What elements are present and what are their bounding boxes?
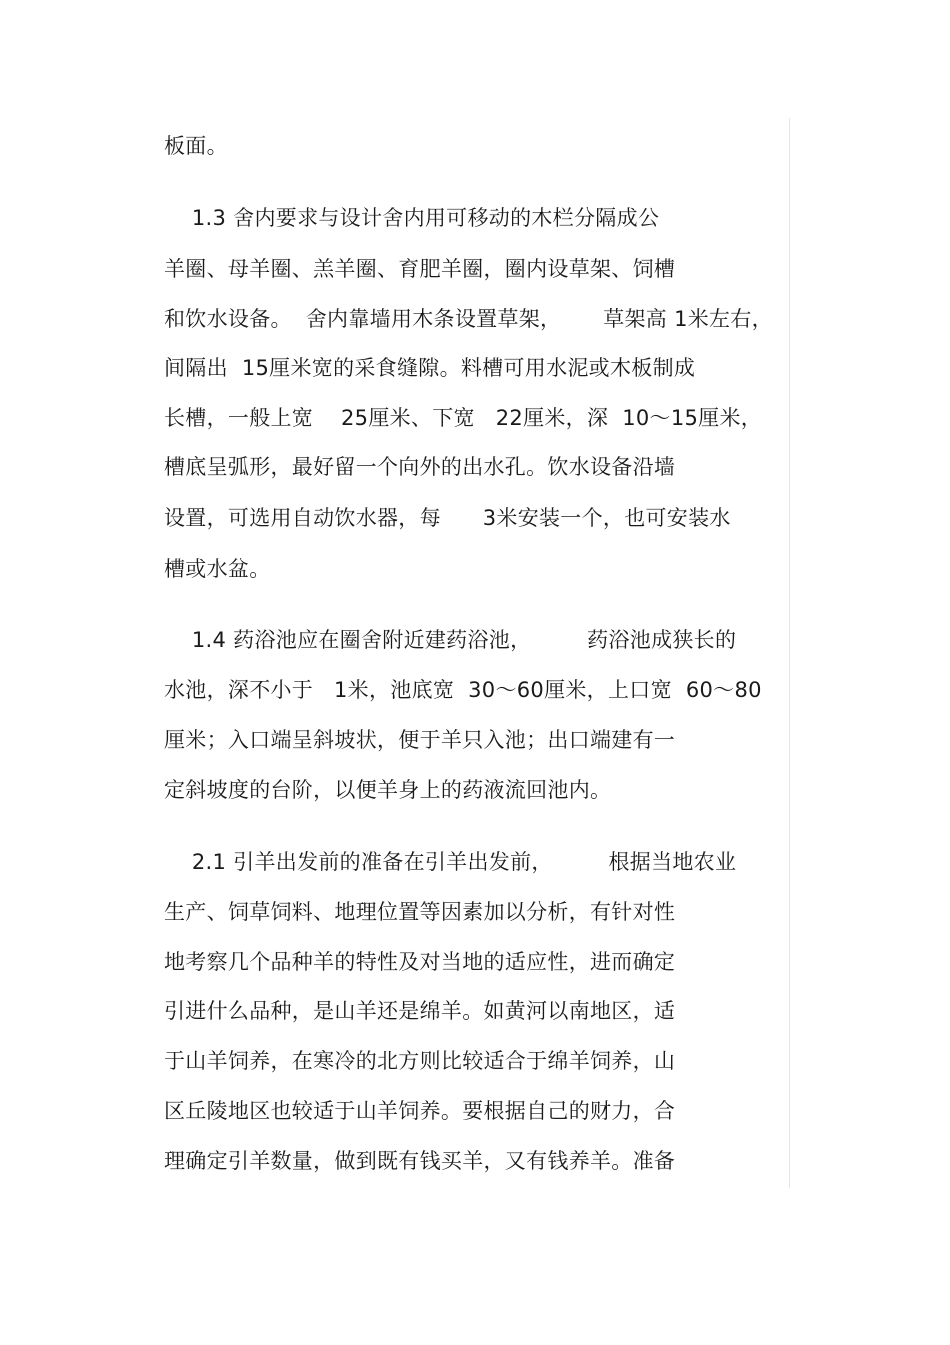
text-line: 2.1 引羊出发前的准备在引羊出发前， 根据当地农业	[164, 850, 737, 874]
text-line: 1.4 药浴池应在圈舍附近建药浴池， 药浴池成狭长的	[164, 628, 737, 652]
text-line: 水池，深不小于 1米，池底宽 30～60厘米，上口宽 60～80	[164, 678, 762, 702]
text-line: 厘米；入口端呈斜坡状，便于羊只入池；出口端建有一	[164, 728, 676, 752]
text-line: 长槽，一般上宽 25厘米、下宽 22厘米，深 10～15厘米，	[164, 406, 763, 430]
text-line: 槽或水盆。	[164, 557, 271, 581]
text-line: 设置，可选用自动饮水器，每 3米安装一个，也可安装水	[164, 506, 731, 530]
text-line: 生产、饲草饲料、地理位置等因素加以分析，有针对性	[164, 900, 676, 924]
text-line: 定斜坡度的台阶，以便羊身上的药液流回池内。	[164, 778, 612, 802]
page-margin-line	[789, 118, 790, 1188]
text-line: 间隔出 15厘米宽的采食缝隙。料槽可用水泥或木板制成	[164, 356, 696, 380]
text-line: 1.3 舍内要求与设计舍内用可移动的木栏分隔成公	[164, 206, 660, 230]
text-line: 和饮水设备。 舍内靠墙用木条设置草架， 草架高 1米左右，	[164, 307, 773, 331]
text-line: 羊圈、母羊圈、羔羊圈、育肥羊圈，圈内设草架、饲槽	[164, 257, 676, 281]
text-line: 板面。	[164, 134, 228, 158]
text-line: 于山羊饲养，在寒冷的北方则比较适合于绵羊饲养，山	[164, 1049, 676, 1073]
text-line: 理确定引羊数量，做到既有钱买羊，又有钱养羊。准备	[164, 1149, 676, 1173]
text-line: 引进什么品种，是山羊还是绵羊。如黄河以南地区，适	[164, 999, 676, 1023]
text-line: 地考察几个品种羊的特性及对当地的适应性，进而确定	[164, 950, 676, 974]
text-line: 槽底呈弧形，最好留一个向外的出水孔。饮水设备沿墙	[164, 455, 676, 479]
text-line: 区丘陵地区也较适于山羊饲养。要根据自己的财力，合	[164, 1099, 676, 1123]
